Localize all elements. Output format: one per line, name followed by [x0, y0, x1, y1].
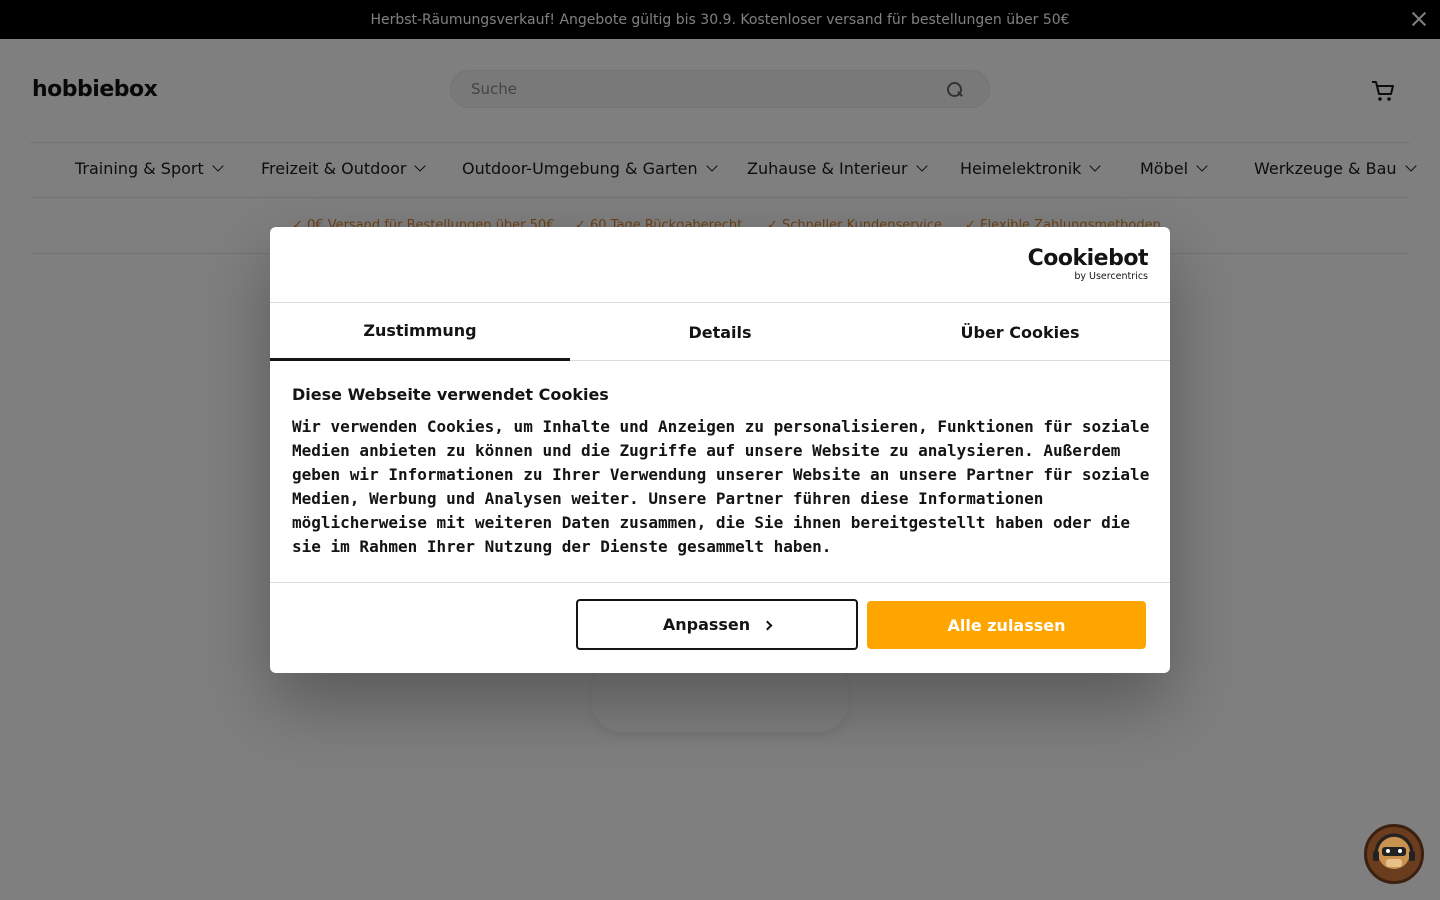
customize-button[interactable]	[576, 599, 858, 650]
allow-all-button[interactable]: Alle zulassen	[867, 601, 1146, 649]
cookie-dialog-header	[270, 227, 1170, 303]
customize-button-label: Anpassen	[662, 615, 751, 634]
cookie-tabs	[270, 303, 1170, 361]
support-avatar-icon[interactable]	[1364, 824, 1424, 884]
support-avatar-graphic	[1367, 827, 1421, 881]
cookiebot-logo-subtext: by Usercentrics	[1074, 271, 1148, 282]
cookie-dialog	[270, 227, 1170, 673]
tab-ueber-cookies[interactable]: Über Cookies	[960, 322, 1080, 342]
chevron-right-icon	[763, 621, 773, 631]
cookie-dialog-footer	[270, 582, 1170, 673]
tab-zustimmung[interactable]: Zustimmung	[270, 303, 570, 361]
cookie-dialog-title: Diese Webseite verwendet Cookies	[292, 385, 609, 404]
tab-details[interactable]: Details	[688, 322, 752, 342]
cookie-dialog-description: Wir verwenden Cookies, um Inhalte und Anzeigen zu personalisieren, Funktionen für soziale Medien anbieten zu können und die Zugriffe auf unsere Website zu analysieren. Außerdem geben wir Informationen zu Ihrer Verwendung unserer Website an unsere Partner für soziale Medien, Werbung und Analysen weiter. Unsere Partner führen diese Informationen möglicherweise mit weiteren Daten zusammen, die Sie ihnen bereitgestellt haben oder die sie im Rahmen Ihrer Nutzung der Dienste gesammelt haben.	[292, 417, 1150, 556]
cookiebot-logo	[1028, 247, 1148, 282]
cookiebot-logo-text: Cookiebot	[1027, 246, 1148, 271]
cookie-dialog-body	[292, 385, 1152, 559]
